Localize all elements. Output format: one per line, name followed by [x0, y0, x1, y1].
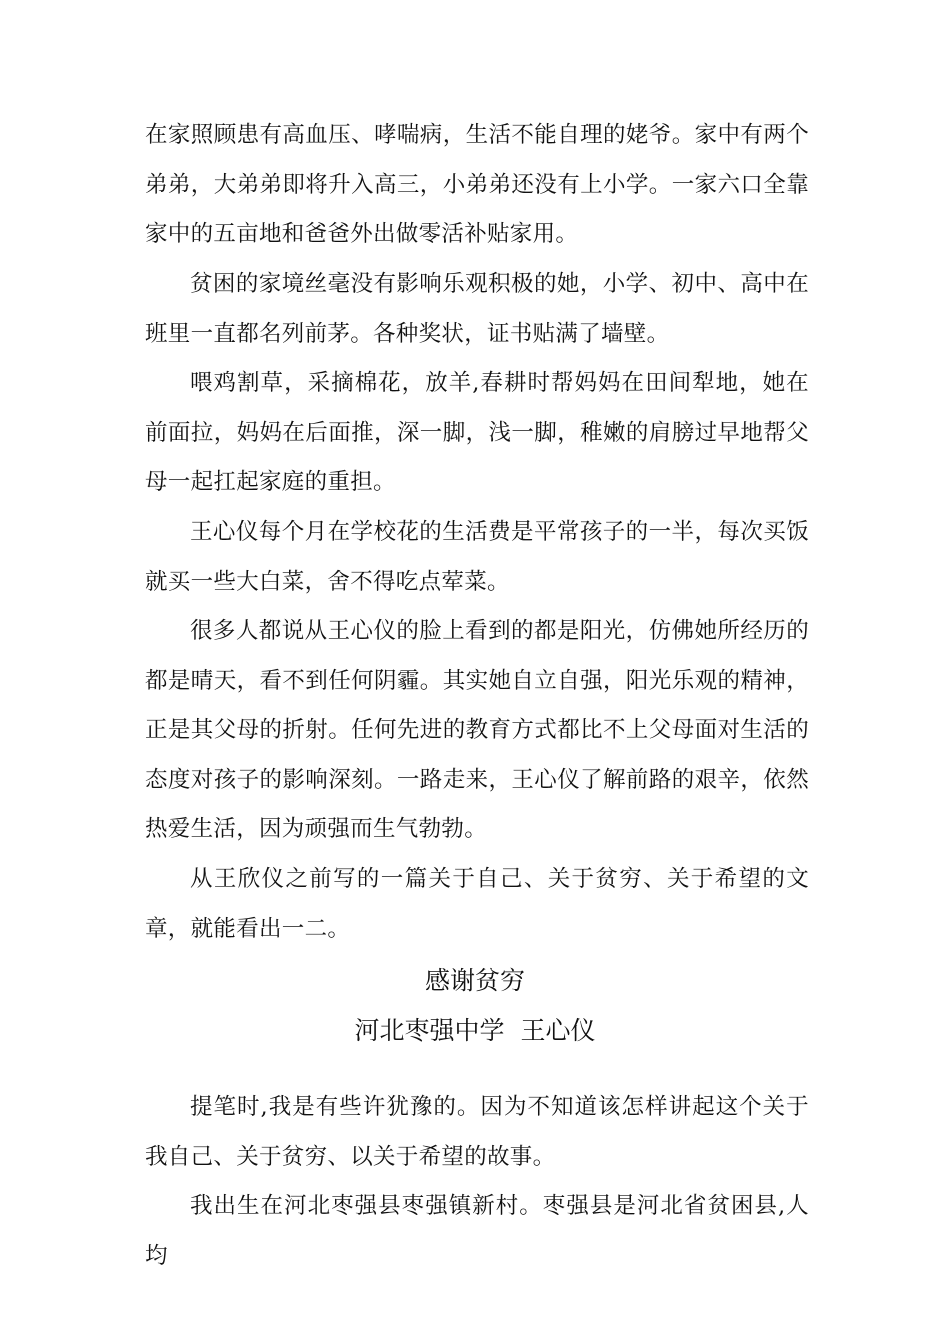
paragraph-5: 很多人都说从王心仪的脸上看到的都是阳光，仿佛她所经历的都是晴天，看不到任何阴霾。其实她自立自强，阳光乐观的精神，正是其父母的折射。任何先进的教育方式都比不上父母面对生活的态度对孩子的影响深刻。一路走来，王心仪了解前路的艰辛，依然热爱生活，因为顽强而生气勃勃。	[145, 618, 809, 842]
paragraph-2: 贫困的家境丝毫没有影响乐观积极的她，小学、初中、高中在班里一直都名列前茅。各种奖状，证书贴满了墙壁。	[145, 271, 809, 347]
paragraph-4: 王心仪每个月在学校花的生活费是平常孩子的一半，每次买饭就买一些大白菜，舍不得吃点荤菜。	[145, 519, 809, 595]
article-byline: 河北枣强中学 王心仪	[354, 1016, 596, 1045]
paragraph-3: 喂鸡割草，采摘棉花，放羊,春耕时帮妈妈在田间犁地，她在前面拉，妈妈在后面推，深一脚，浅一脚，稚嫩的肩膀过早地帮父母一起扛起家庭的重担。	[145, 370, 809, 495]
article-paragraph-1: 提笔时,我是有些许犹豫的。因为不知道该怎样讲起这个关于我自己、关于贫穷、以关于希望的故事。	[145, 1094, 809, 1170]
article-paragraph-2: 我出生在河北枣强县枣强镇新村。枣强县是河北省贫困县,人均	[145, 1193, 809, 1269]
paragraph-6: 从王欣仪之前写的一篇关于自己、关于贫穷、关于希望的文章，就能看出一二。	[145, 866, 809, 942]
article-title: 感谢贫穷	[424, 966, 525, 995]
paragraph-1: 在家照顾患有高血压、哮喘病，生活不能自理的姥爷。家中有两个弟弟，大弟弟即将升入高三，小弟弟还没有上小学。一家六口全靠家中的五亩地和爸爸外出做零活补贴家用。	[145, 122, 809, 247]
